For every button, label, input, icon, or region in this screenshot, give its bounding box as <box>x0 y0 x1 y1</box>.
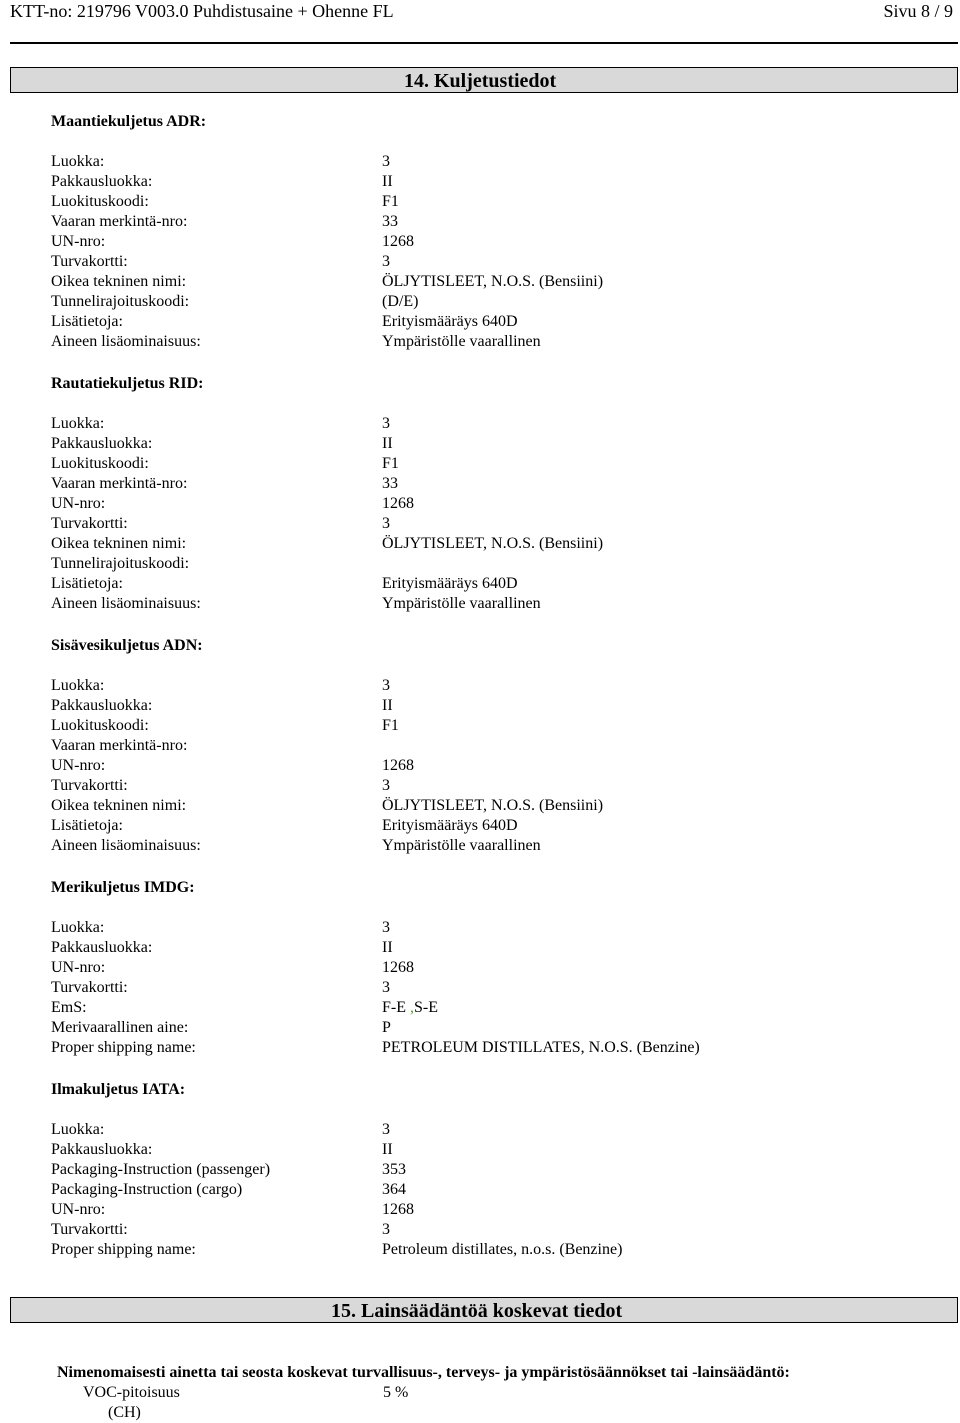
adr-row: Vaaran merkintä-nro: 33 <box>51 213 398 230</box>
page-header <box>10 0 955 30</box>
section-14-bar <box>10 67 958 93</box>
rid-row: Turvakortti: 3 <box>51 515 390 532</box>
adr-row: Turvakortti: 3 <box>51 253 390 270</box>
iata-heading: Ilmakuljetus IATA: <box>51 1081 186 1098</box>
imdg-heading: Merikuljetus IMDG: <box>51 879 195 896</box>
adn-row: Aineen lisäominaisuus: Ympäristölle vaarallinen <box>51 837 541 854</box>
adr-row: Oikea tekninen nimi: ÖLJYTISLEET, N.O.S. (Bensiini) <box>51 273 604 290</box>
adn-row: Vaaran merkintä-nro: <box>51 737 188 754</box>
section-14-title: 14. Kuljetustiedot <box>404 70 557 92</box>
iata-row: Turvakortti: 3 <box>51 1221 390 1238</box>
document-id: KTT-no: 219796 V003.0 Puhdistusaine + Ohenne FL <box>10 1 394 21</box>
rid-row: Vaaran merkintä-nro: 33 <box>51 475 398 492</box>
imdg-row: Pakkausluokka: II <box>51 939 393 956</box>
adr-row: Pakkausluokka: II <box>51 173 393 190</box>
ems-separator: , <box>410 999 414 1016</box>
rid-row: Tunnelirajoituskoodi: <box>51 555 190 572</box>
iata-row: UN-nro: 1268 <box>51 1201 414 1218</box>
rid-row: Lisätietoja: Erityismääräys 640D <box>51 575 518 592</box>
imdg-row: Turvakortti: 3 <box>51 979 390 996</box>
adn-row: Oikea tekninen nimi: ÖLJYTISLEET, N.O.S. (Bensiini) <box>51 797 604 814</box>
adn-row: Luokituskoodi: F1 <box>51 717 399 734</box>
adn-row: UN-nro: 1268 <box>51 757 414 774</box>
iata-row: Luokka: 3 <box>51 1121 390 1138</box>
adn-row: Lisätietoja: Erityismääräys 640D <box>51 817 518 834</box>
adn-row: Pakkausluokka: II <box>51 697 393 714</box>
adr-row: UN-nro: 1268 <box>51 233 414 250</box>
rid-heading: Rautatiekuljetus RID: <box>51 375 204 392</box>
rid-row: Luokituskoodi: F1 <box>51 455 399 472</box>
section-15-title: 15. Lainsäädäntöä koskevat tiedot <box>331 1300 623 1322</box>
adr-row: Aineen lisäominaisuus: Ympäristölle vaarallinen <box>51 333 541 350</box>
imdg-row: UN-nro: 1268 <box>51 959 414 976</box>
rid-row: Aineen lisäominaisuus: Ympäristölle vaarallinen <box>51 595 541 612</box>
adr-heading: Maantiekuljetus ADR: <box>51 113 207 130</box>
iata-row: Packaging-Instruction (passenger) 353 <box>51 1161 406 1178</box>
ems-spill: S-E <box>414 999 438 1016</box>
imdg-row: EmS: F-E ,S-E <box>51 999 438 1016</box>
rid-row: Pakkausluokka: II <box>51 435 393 452</box>
iata-row: Proper shipping name: Petroleum distillates, n.o.s. (Benzine) <box>51 1241 623 1258</box>
adn-row: Luokka: 3 <box>51 677 390 694</box>
section-15-bar <box>10 1297 958 1323</box>
adr-row: Lisätietoja: Erityismääräys 640D <box>51 313 518 330</box>
adn-row: Turvakortti: 3 <box>51 777 390 794</box>
iata-row: Packaging-Instruction (cargo) 364 <box>51 1181 406 1198</box>
header-divider <box>10 42 958 44</box>
iata-row: Pakkausluokka: II <box>51 1141 393 1158</box>
rid-row: UN-nro: 1268 <box>51 495 414 512</box>
adr-row: Luokka: 3 <box>51 153 390 170</box>
adr-row: Tunnelirajoituskoodi: (D/E) <box>51 293 419 310</box>
page-number: Sivu 8 / 9 <box>883 1 953 21</box>
imdg-row: Merivaarallinen aine: P <box>51 1019 391 1036</box>
adn-heading: Sisävesikuljetus ADN: <box>51 637 203 654</box>
ems-fire: F-E <box>382 999 406 1016</box>
imdg-row: Luokka: 3 <box>51 919 390 936</box>
adr-row: Luokituskoodi: F1 <box>51 193 399 210</box>
regulation-heading: Nimenomaisesti ainetta tai seosta koskevat turvallisuus-, terveys- ja ympäristösäännökset tai -lainsäädäntö: <box>57 1364 790 1381</box>
rid-row: Oikea tekninen nimi: ÖLJYTISLEET, N.O.S. (Bensiini) <box>51 535 604 552</box>
rid-row: Luokka: 3 <box>51 415 390 432</box>
imdg-row: Proper shipping name: PETROLEUM DISTILLATES, N.O.S. (Benzine) <box>51 1039 700 1056</box>
